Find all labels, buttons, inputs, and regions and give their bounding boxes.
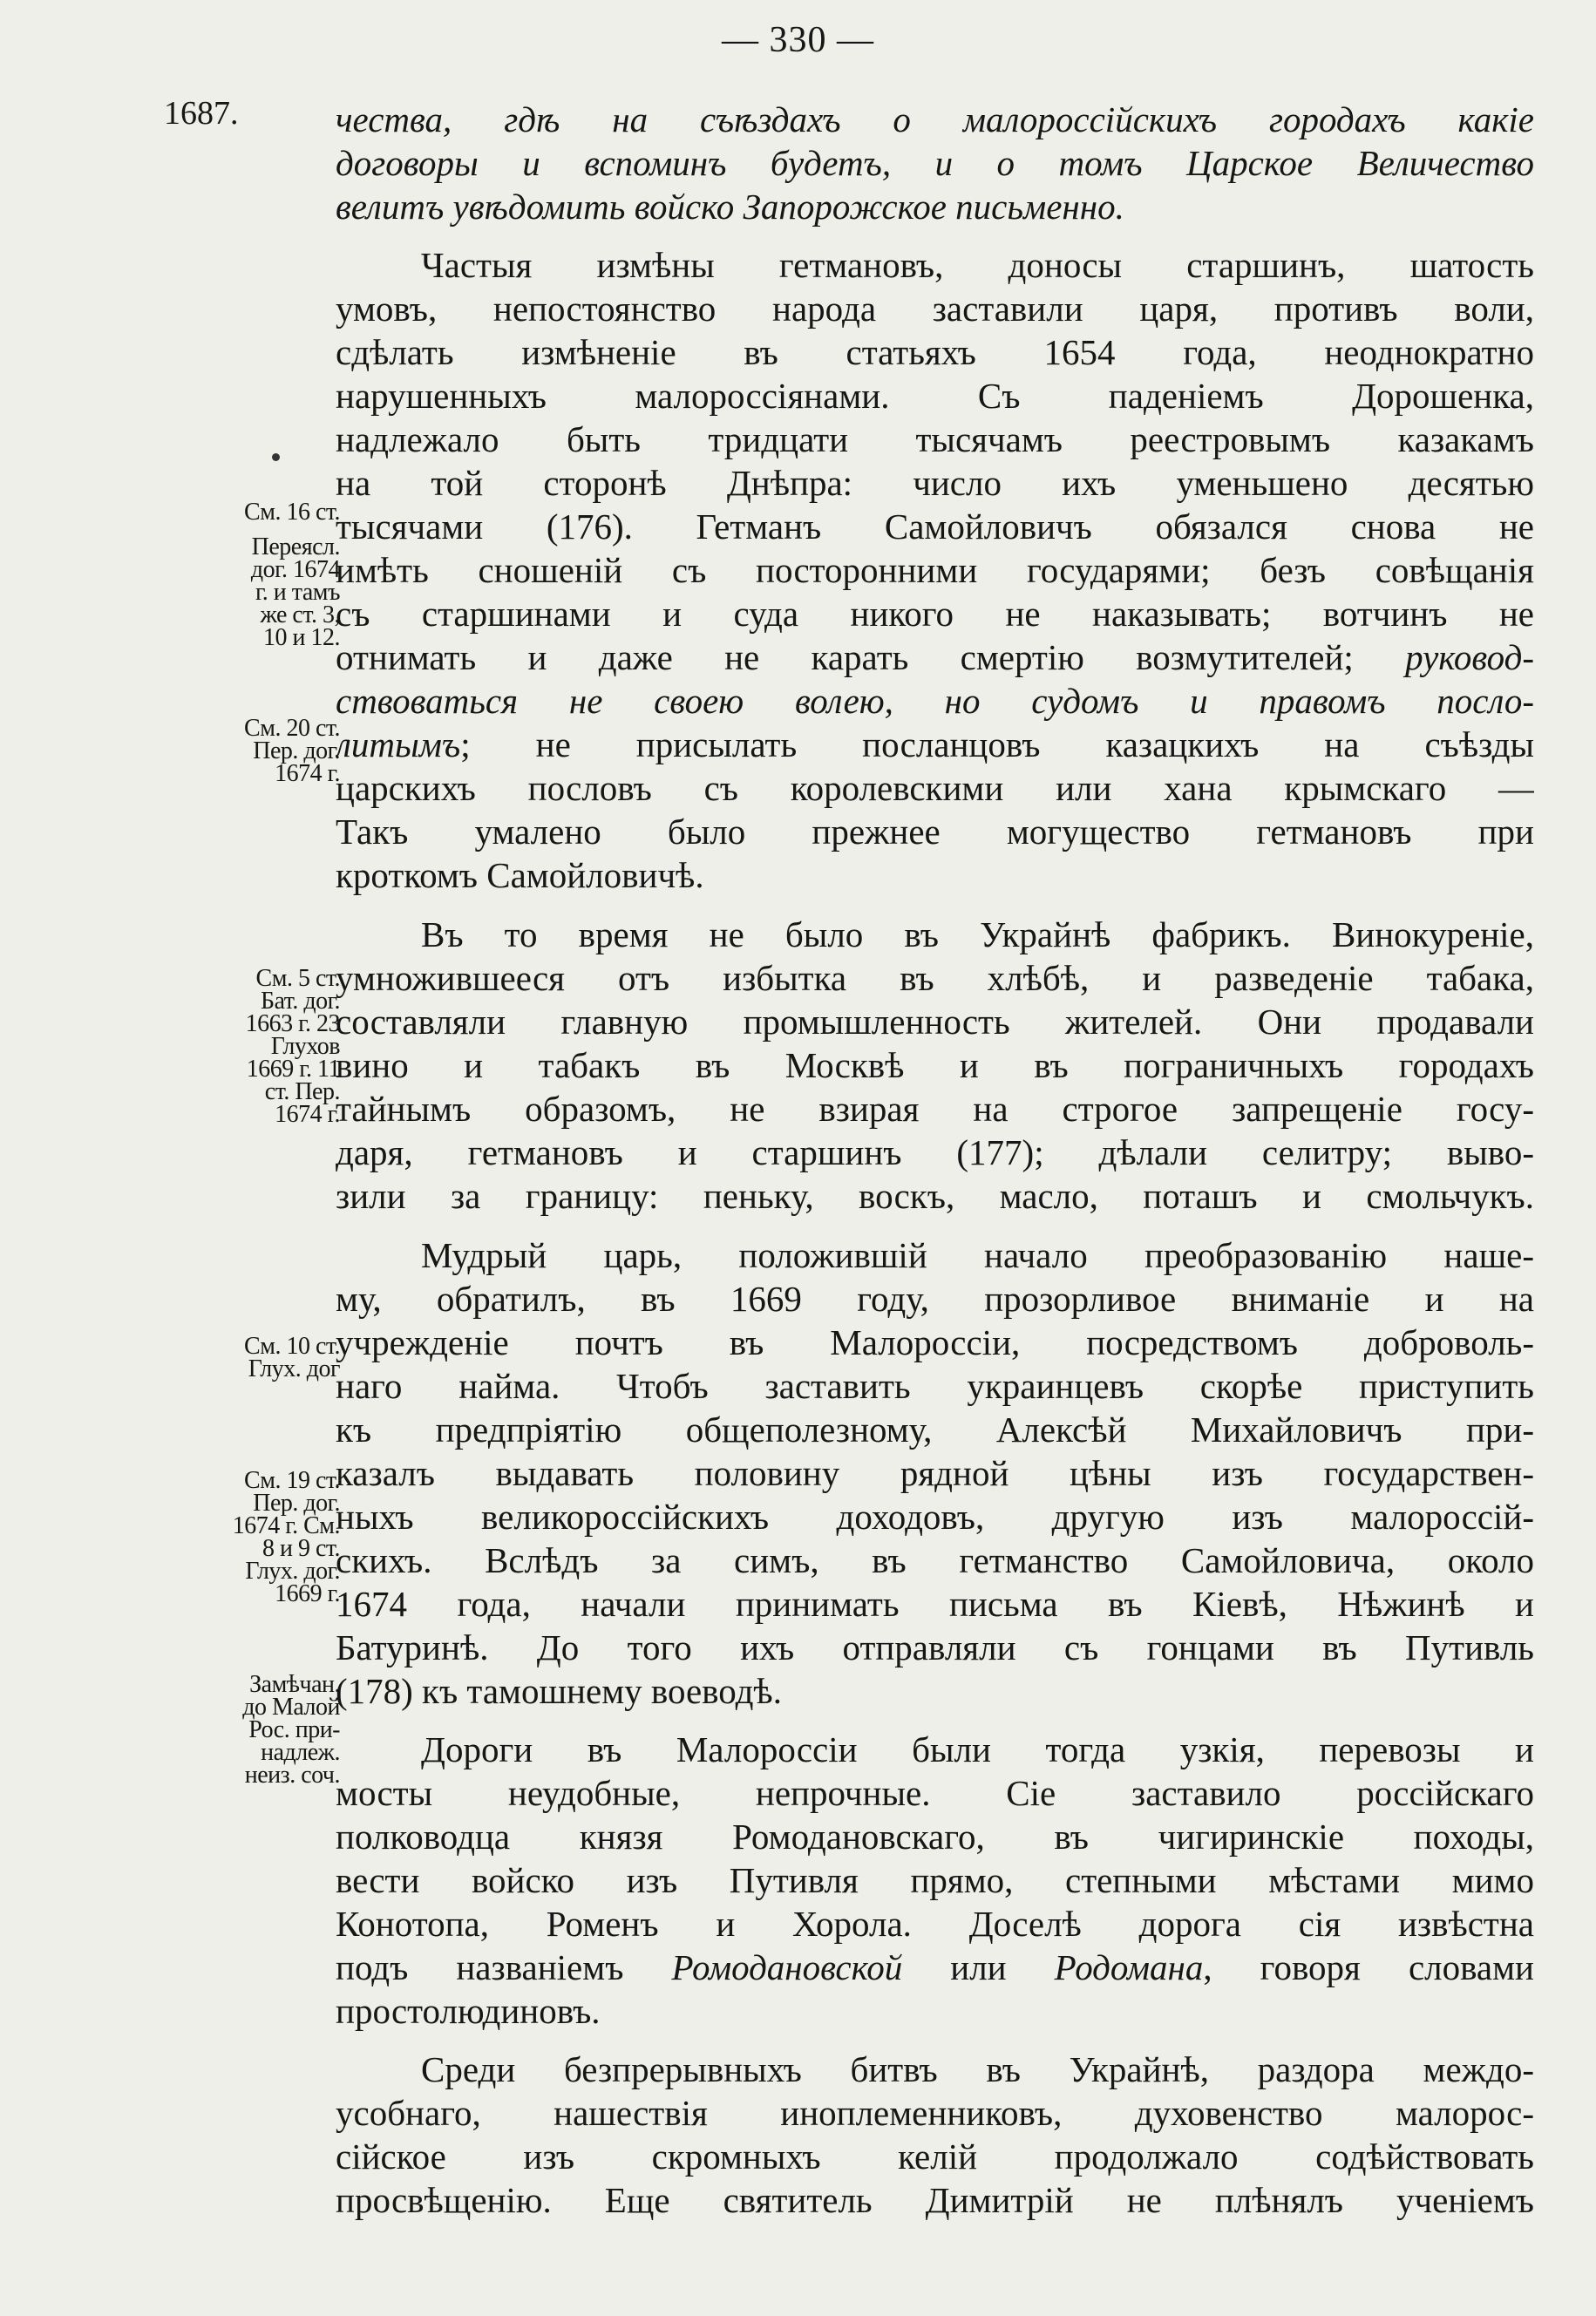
line-text: надлежало быть тридцати тысячамъ реестровымъ казакамъ <box>336 419 1534 459</box>
italic-text: литымъ <box>336 724 461 764</box>
line-text: сдѣлать измѣненіе въ статьяхъ 1654 года, неоднократно <box>336 332 1534 372</box>
line-text: умножившееся отъ избытка въ хлѣбѣ, и разведеніе табака, <box>336 958 1534 998</box>
margin-note <box>166 533 340 651</box>
line-text: или <box>950 1947 1007 1987</box>
page-number: — 330 — <box>722 20 874 60</box>
line-text: отнимать и даже не карать смертію возмутителей; <box>336 637 1354 677</box>
margin-note-line: Глухов <box>270 1033 340 1060</box>
margin-note-line: же ст. 3, <box>260 601 340 628</box>
margin-note-line: до Малой <box>242 1694 340 1721</box>
margin-note-line: 1674 г. <box>275 760 340 787</box>
line-text: Среди безпрерывныхъ битвъ въ Украйнѣ, раздора междо- <box>421 2049 1534 2089</box>
line-text: ныхъ великороссійскихъ доходовъ, другую изъ малороссій- <box>336 1497 1534 1537</box>
line-text: наго найма. Чтобъ заставить украинцевъ скорѣе приступить <box>336 1366 1534 1406</box>
line-text: Въ то время не было въ Украйнѣ фабрикъ. Винокуреніе, <box>421 914 1534 954</box>
line-text: договоры и вспоминъ будетъ, и о томъ Царское Величество <box>336 143 1534 183</box>
line-text: велитъ увѣдомить войско Запорожское письменно. <box>336 187 1124 227</box>
line-text: Частыя измѣны гетмановъ, доносы старшинъ, шатость <box>421 245 1534 285</box>
line-text: (178) къ тамошнему воеводѣ. <box>336 1671 782 1711</box>
margin-note-line: г. и тамъ <box>255 579 340 606</box>
margin-note <box>166 1467 340 1607</box>
line-text: тысячами (176). Гетманъ Самойловичъ обязался снова не <box>336 506 1534 547</box>
text-line <box>336 1666 1534 1716</box>
year-marker: 1687. <box>164 95 239 132</box>
line-text: полководца князя Ромодановскаго, въ чигиринскіе походы, <box>336 1817 1534 1857</box>
line-text: му, обратилъ, въ 1669 году, прозорливое вниманіе и на <box>336 1279 1534 1319</box>
margin-note-line: Пер. дог. <box>253 1490 340 1517</box>
margin-note <box>166 1335 340 1381</box>
margin-note-line: См. 16 ст. <box>244 499 340 526</box>
line-text: умовъ, непостоянство народа заставили царя, противъ воли, <box>336 289 1534 329</box>
margin-note-line: См. 19 ст. <box>244 1467 340 1494</box>
line-text: даря, гетмановъ и старшинъ (177); дѣлали селитру; выво- <box>336 1132 1534 1172</box>
line-text: 1674 года, начали принимать письма въ Кіевѣ, Нѣжинѣ и <box>336 1584 1534 1624</box>
margin-note-line: См. 20 ст. <box>244 715 340 742</box>
line-text: кроткомъ Самойловичѣ. <box>336 855 704 895</box>
margin-dot <box>272 453 280 461</box>
line-text: усобнаго, нашествія иноплеменниковъ, духовенство малорос- <box>336 2093 1534 2133</box>
line-text: , говоря словами <box>1203 1947 1534 1987</box>
text-line <box>336 850 1534 900</box>
line-text: скихъ. Вслѣдъ за симъ, въ гетманство Самойловича, около <box>336 1540 1534 1580</box>
line-text: составляли главную промышленность жителей. Они продавали <box>336 1002 1534 1042</box>
text-line <box>336 1986 1534 2036</box>
margin-note-line: Замѣчан. <box>249 1671 340 1698</box>
line-text: зили за границу: пеньку, воскъ, масло, поташъ и смольчукъ. <box>336 1176 1534 1216</box>
margin-note-line: неиз. соч. <box>244 1762 340 1789</box>
line-text: на той сторонѣ Днѣпра: число ихъ уменьшено десятью <box>336 463 1534 503</box>
margin-note-line: Бат. дог. <box>261 988 340 1015</box>
line-text: простолюдиновъ. <box>336 1991 601 2031</box>
margin-note-line: 10 и 12. <box>263 624 340 651</box>
line-text: просвѣщенію. Еще святитель Димитрій не плѣнялъ ученіемъ <box>336 2180 1534 2220</box>
margin-note <box>166 965 340 1128</box>
line-text: Дороги въ Малороссіи были тогда узкія, перевозы и <box>421 1729 1534 1769</box>
line-text: вести войско изъ Путивля прямо, степными мѣстами мимо <box>336 1860 1534 1900</box>
line-text: нарушенныхъ малороссіянами. Съ паденіемъ Дорошенка, <box>336 376 1534 416</box>
line-text: Мудрый царь, положившій начало преобразованію наше- <box>421 1235 1534 1275</box>
italic-text: руковод- <box>1405 637 1534 677</box>
line-text: учрежденіе почтъ въ Малороссіи, посредствомъ доброволь- <box>336 1322 1534 1362</box>
line-text: съ старшинами и суда никого не наказывать; вотчинъ не <box>336 594 1534 634</box>
text-line <box>336 181 1534 232</box>
italic-text: Родомана <box>1054 1947 1204 1987</box>
line-text: Батуринѣ. До того ихъ отправляли съ гонцами въ Путивль <box>336 1627 1534 1667</box>
line-text: Такъ умалено было прежнее могущество гетмановъ при <box>336 812 1534 852</box>
line-text: Конотопа, Роменъ и Хорола. Доселѣ дорога сія извѣстна <box>336 1904 1534 1944</box>
line-text: имѣть сношеній съ посторонними государями; безъ совѣщанія <box>336 550 1534 590</box>
line-text: сійское изъ скромныхъ келій продолжало содѣйствовать <box>336 2136 1534 2177</box>
text-line <box>336 1171 1534 1221</box>
margin-note-line: Глух. дог. <box>245 1558 340 1585</box>
margin-note-line: 8 и 9 ст. <box>261 1535 340 1562</box>
italic-text: Ромодановской <box>671 1947 903 1987</box>
margin-note-line: См. 5 ст. <box>255 965 340 992</box>
text-line <box>336 2175 1534 2225</box>
margin-note <box>166 717 340 785</box>
margin-note-line: Пер. дог. <box>253 737 340 764</box>
margin-note-line: Переясл. <box>251 533 340 560</box>
margin-note-line: Рос. при- <box>248 1716 340 1743</box>
margin-note-line: См. 10 ст. <box>244 1333 340 1360</box>
line-text: подъ названіемъ <box>336 1947 624 1987</box>
margin-note-line: 1669 г. <box>275 1580 340 1607</box>
line-text: вино и табакъ въ Москвѣ и въ пограничныхъ городахъ <box>336 1045 1534 1085</box>
margin-note <box>166 501 340 524</box>
line-text: казалъ выдавать половину рядной цѣны изъ государствен- <box>336 1453 1534 1493</box>
margin-note-line: надлеж. <box>261 1739 340 1766</box>
margin-note-line: ст. Пер. <box>264 1078 340 1105</box>
line-text: ; не присылать посланцовъ казацкихъ на съѣзды <box>460 724 1534 764</box>
line-text: тайнымъ образомъ, не взирая на строгое запрещеніе госу- <box>336 1089 1534 1129</box>
line-text: царскихъ пословъ съ королевскими или хана крымскаго — <box>336 768 1534 808</box>
margin-note-line: 1674 г. См. <box>232 1512 340 1539</box>
line-text: мосты неудобные, непрочные. Сіе заставило россійскаго <box>336 1773 1534 1813</box>
margin-note <box>166 1671 340 1789</box>
margin-note-line: 1674 г. <box>275 1101 340 1128</box>
margin-note-line: Глух. дог <box>248 1355 340 1382</box>
margin-note-line: 1663 г. 23 <box>245 1010 340 1037</box>
margin-note-line: 1669 г. 11 <box>246 1056 340 1083</box>
line-text: къ предпріятію общеполезному, Алексѣй Михайловичъ при- <box>336 1409 1534 1450</box>
line-text: чества, гдѣ на съѣздахъ о малороссійскихъ городахъ какіе <box>336 99 1534 139</box>
margin-note-line: дог. 1674 <box>250 556 340 583</box>
line-text: ствоваться не своею волею, но судомъ и правомъ посло- <box>336 681 1534 721</box>
